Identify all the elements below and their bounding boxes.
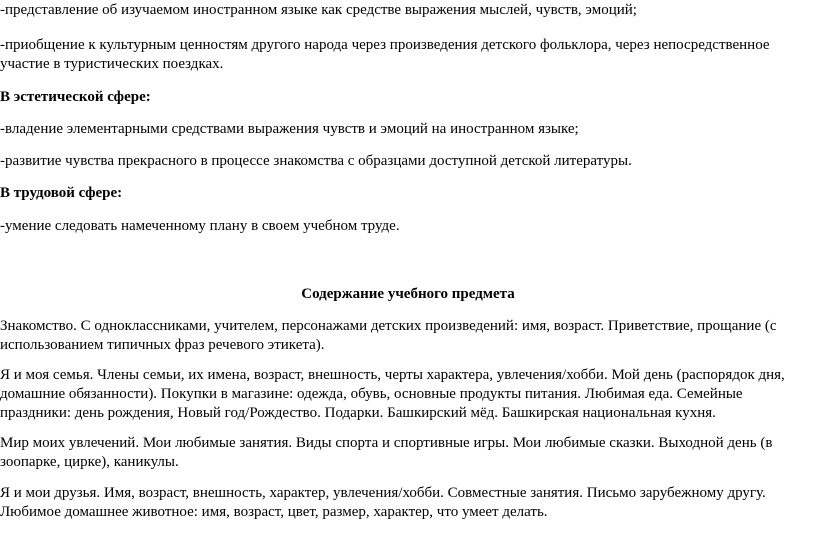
paragraph-friends-line-1: Я и мои друзья. Имя, возраст, внешность, характер, увлечения/хобби. Совместные занятия. Письмо зарубежному другу. (0, 485, 766, 501)
paragraph-friends-line-2: Любимое домашнее животное: имя, возраст, цвет, размер, характер, что умеет делать. (0, 504, 548, 520)
paragraph-acquaintance-line-2: использованием типичных фраз речевого этикета). (0, 337, 325, 353)
heading-aesthetic-sphere: В эстетической сфере: (0, 89, 151, 105)
paragraph-follow-plan: -умение следовать намеченному плану в своем учебном труде. (0, 218, 400, 234)
paragraph-hobbies-line-1: Мир моих увлечений. Мои любимые занятия. Виды спорта и спортивные игры. Мои любимые сказки. Выходной день (в (0, 435, 773, 451)
paragraph-family-line-2: домашние обязанности). Покупки в магазине: одежда, обувь, основные продукты питания. Любимая еда. Семейные (0, 386, 743, 402)
paragraph-hobbies-line-2: зоопарке, цирке), каникулы. (0, 454, 179, 470)
paragraph-cultural-values-line-2: участие в туристических поездках. (0, 56, 224, 72)
paragraph-family-line-1: Я и моя семья. Члены семьи, их имена, возраст, внешность, черты характера, увлечения/хобби. Мой день (распорядок дня, (0, 367, 785, 383)
paragraph-cultural-values-line-1: -приобщение к культурным ценностям другого народа через произведения детского фольклора, через непосредственное (0, 37, 770, 53)
paragraph-acquaintance-line-1: Знакомство. С одноклассниками, учителем, персонажами детских произведений: имя, возраст. Приветствие, прощание (с (0, 318, 777, 334)
heading-labor-sphere: В трудовой сфере: (0, 185, 123, 201)
section-title: Содержание учебного предмета (301, 286, 515, 302)
paragraph-sense-of-beauty: -развитие чувства прекрасного в процессе знакомства с образцами доступной детской литературы. (0, 153, 632, 169)
paragraph-family-line-3: праздники: день рождения, Новый год/Рождество. Подарки. Башкирский мёд. Башкирская национальная кухня. (0, 405, 716, 421)
paragraph-foreign-language-idea: -представление об изучаемом иностранном языке как средстве выражения мыслей, чувств, эмоций; (0, 2, 637, 18)
paragraph-emotional-expression: -владение элементарными средствами выражения чувств и эмоций на иностранном языке; (0, 121, 579, 137)
